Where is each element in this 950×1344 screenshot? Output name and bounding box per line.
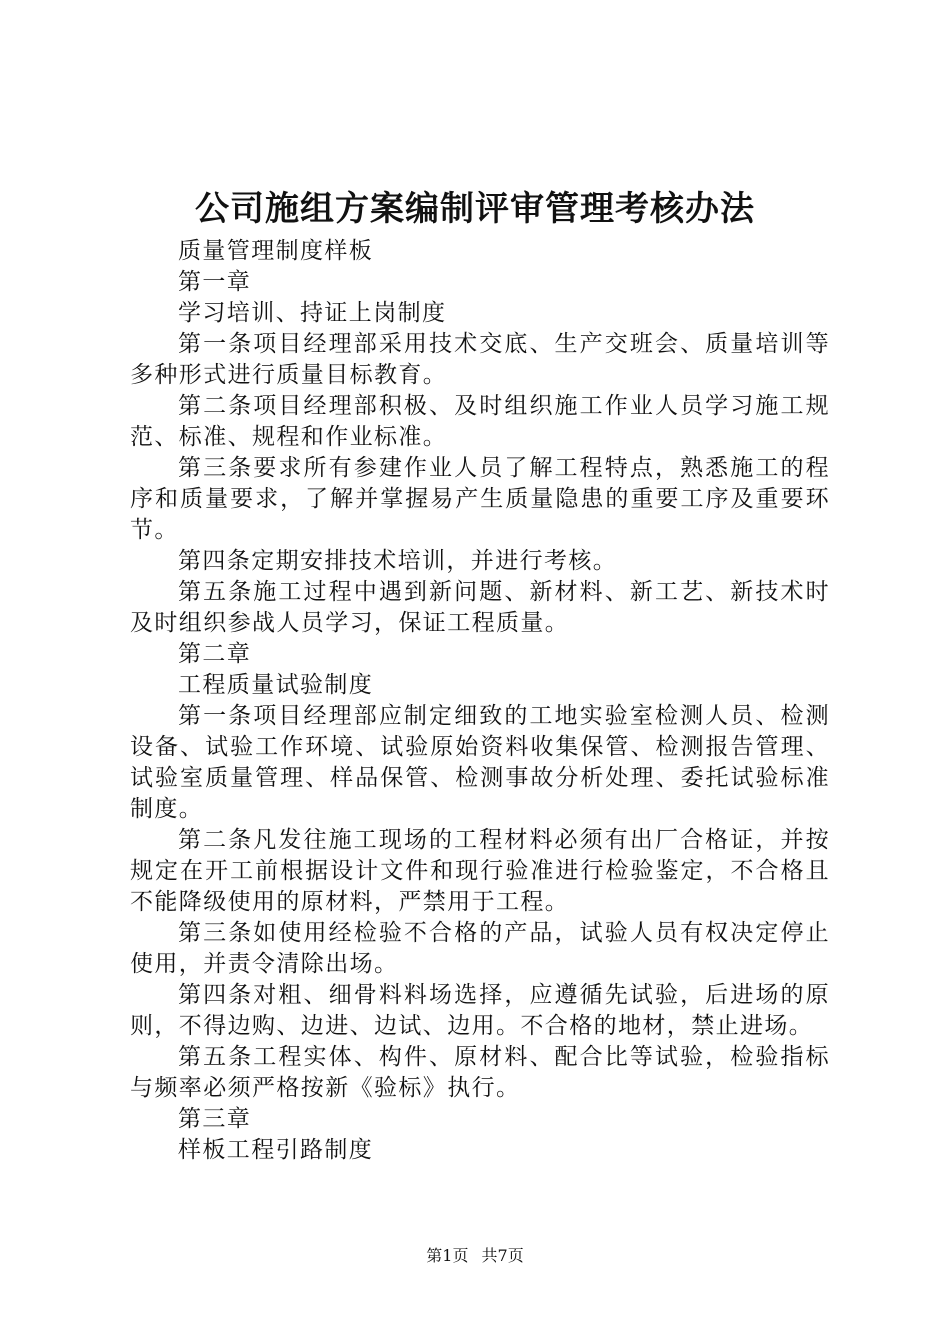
chapter-heading: 第二章: [178, 641, 252, 667]
chapter-heading: 第一章: [178, 269, 252, 295]
paragraph: 第五条工程实体、构件、原材料、配合比等试验，检验指标与频率必须严格按新《验标》执行。: [130, 1044, 830, 1101]
paragraph: 第一条项目经理部采用技术交底、生产交班会、质量培训等多种形式进行质量目标教育。: [130, 331, 830, 388]
page-total: 共7页: [481, 1246, 524, 1265]
section-heading: 学习培训、持证上岗制度: [178, 300, 447, 326]
document-title: 公司施组方案编制评审管理考核办法: [195, 189, 755, 229]
section-heading: 样板工程引路制度: [178, 1137, 374, 1163]
page-number: 第1页: [426, 1246, 469, 1265]
page-footer: [0, 1245, 950, 1267]
document-body: [130, 236, 830, 1166]
paragraph: 第三条要求所有参建作业人员了解工程特点，熟悉施工的程序和质量要求，了解并掌握易产生质量隐患的重要工序及重要环节。: [130, 455, 830, 543]
paragraph: 质量管理制度样板: [178, 238, 374, 264]
paragraph: 第一条项目经理部应制定细致的工地实验室检测人员、检测设备、试验工作环境、试验原始资料收集保管、检测报告管理、试验室质量管理、样品保管、检测事故分析处理、委托试验标准制度。: [130, 703, 830, 822]
paragraph: 第二条项目经理部积极、及时组织施工作业人员学习施工规范、标准、规程和作业标准。: [130, 393, 830, 450]
chapter-heading: 第三章: [178, 1106, 252, 1132]
section-heading: 工程质量试验制度: [178, 672, 374, 698]
paragraph: 第四条对粗、细骨料料场选择，应遵循先试验，后进场的原则，不得边购、边进、边试、边用。不合格的地材，禁止进场。: [130, 982, 830, 1039]
paragraph: 第五条施工过程中遇到新问题、新材料、新工艺、新技术时及时组织参战人员学习，保证工程质量。: [130, 579, 830, 636]
paragraph: 第三条如使用经检验不合格的产品，试验人员有权决定停止使用，并责令清除出场。: [130, 920, 830, 977]
paragraph: 第四条定期安排技术培训，并进行考核。: [178, 548, 618, 574]
paragraph: 第二条凡发往施工现场的工程材料必须有出厂合格证，并按规定在开工前根据设计文件和现行验准进行检验鉴定，不合格且不能降级使用的原材料，严禁用于工程。: [130, 827, 830, 915]
